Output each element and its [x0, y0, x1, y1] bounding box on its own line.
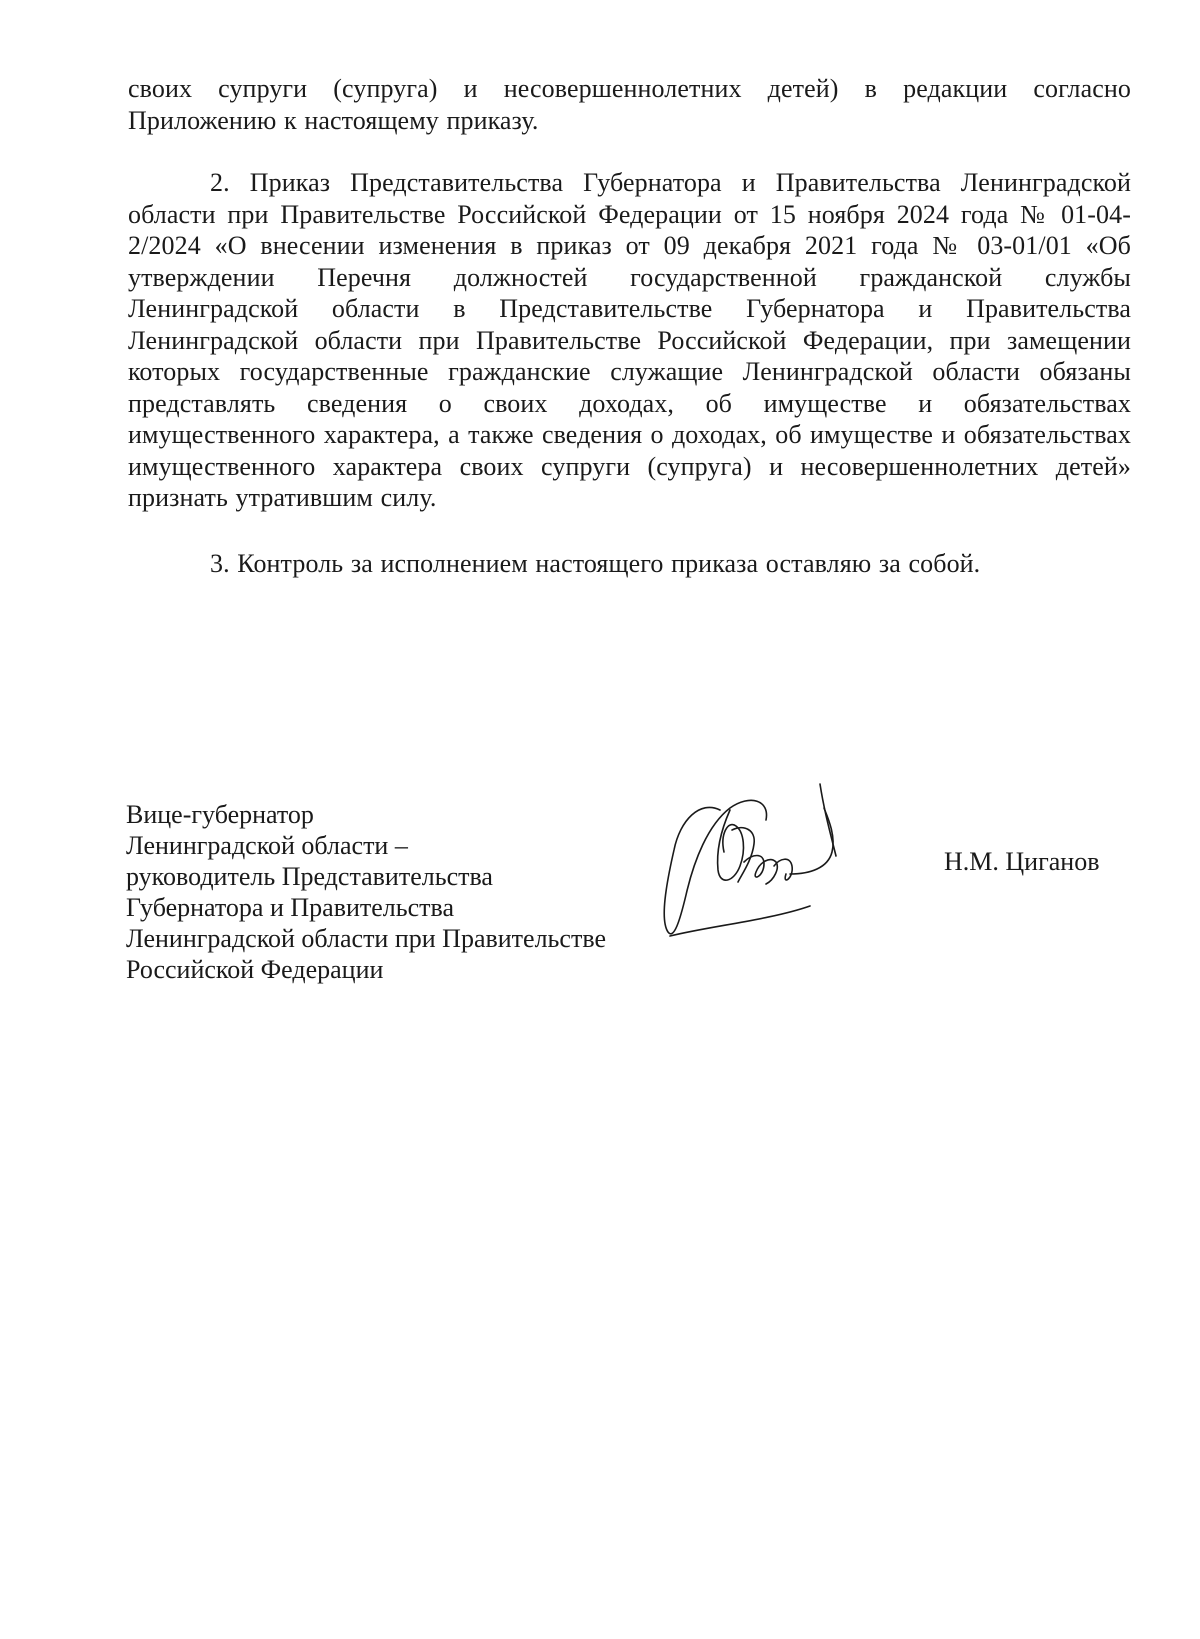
position-line-3: руководитель Представительства — [126, 862, 493, 891]
signatory-name: Н.М. Циганов — [944, 847, 1100, 876]
paragraph-1-continuation: своих супруги (супруга) и несовершеннолетних детей) в редакции согласно Приложению к настоящему приказу. — [128, 74, 1131, 135]
position-line-2: Ленинградской области – — [126, 831, 408, 860]
position-line-6: Российской Федерации — [126, 955, 384, 984]
paragraph-3: 3. Контроль за исполнением настоящего приказа оставляю за собой. — [210, 549, 981, 578]
position-line-1: Вице-губернатор — [126, 800, 314, 829]
position-line-5: Ленинградской области при Правительстве — [126, 924, 606, 953]
paragraph-2: 2. Приказ Представительства Губернатора и Правительства Ленинградской области при Правительстве Российской Федерации от 15 ноября 2024 года № 01-04-2/2024 «О внесении изменения в приказ от 09 декабря 2021 года № 03-01/01 «Об утверждении Перечня должностей государственной гражданской службы Ленинградской области в Представительстве Губернатора и Правительства Ленинградской области при Правительстве Российской Федерации, при замещении которых государственные гражданские служащие Ленинградской области обязаны представлять сведения о своих доходах, об имуществе и обязательствах имущественного характера, а также сведения о доходах, об имуществе и обязательствах имущественного характера своих супруги (супруга) и несовершеннолетних детей» признать утратившим силу. — [128, 168, 1131, 512]
position-line-4: Губернатора и Правительства — [126, 893, 454, 922]
signatory-position — [126, 799, 686, 985]
handwritten-signature — [660, 770, 870, 950]
